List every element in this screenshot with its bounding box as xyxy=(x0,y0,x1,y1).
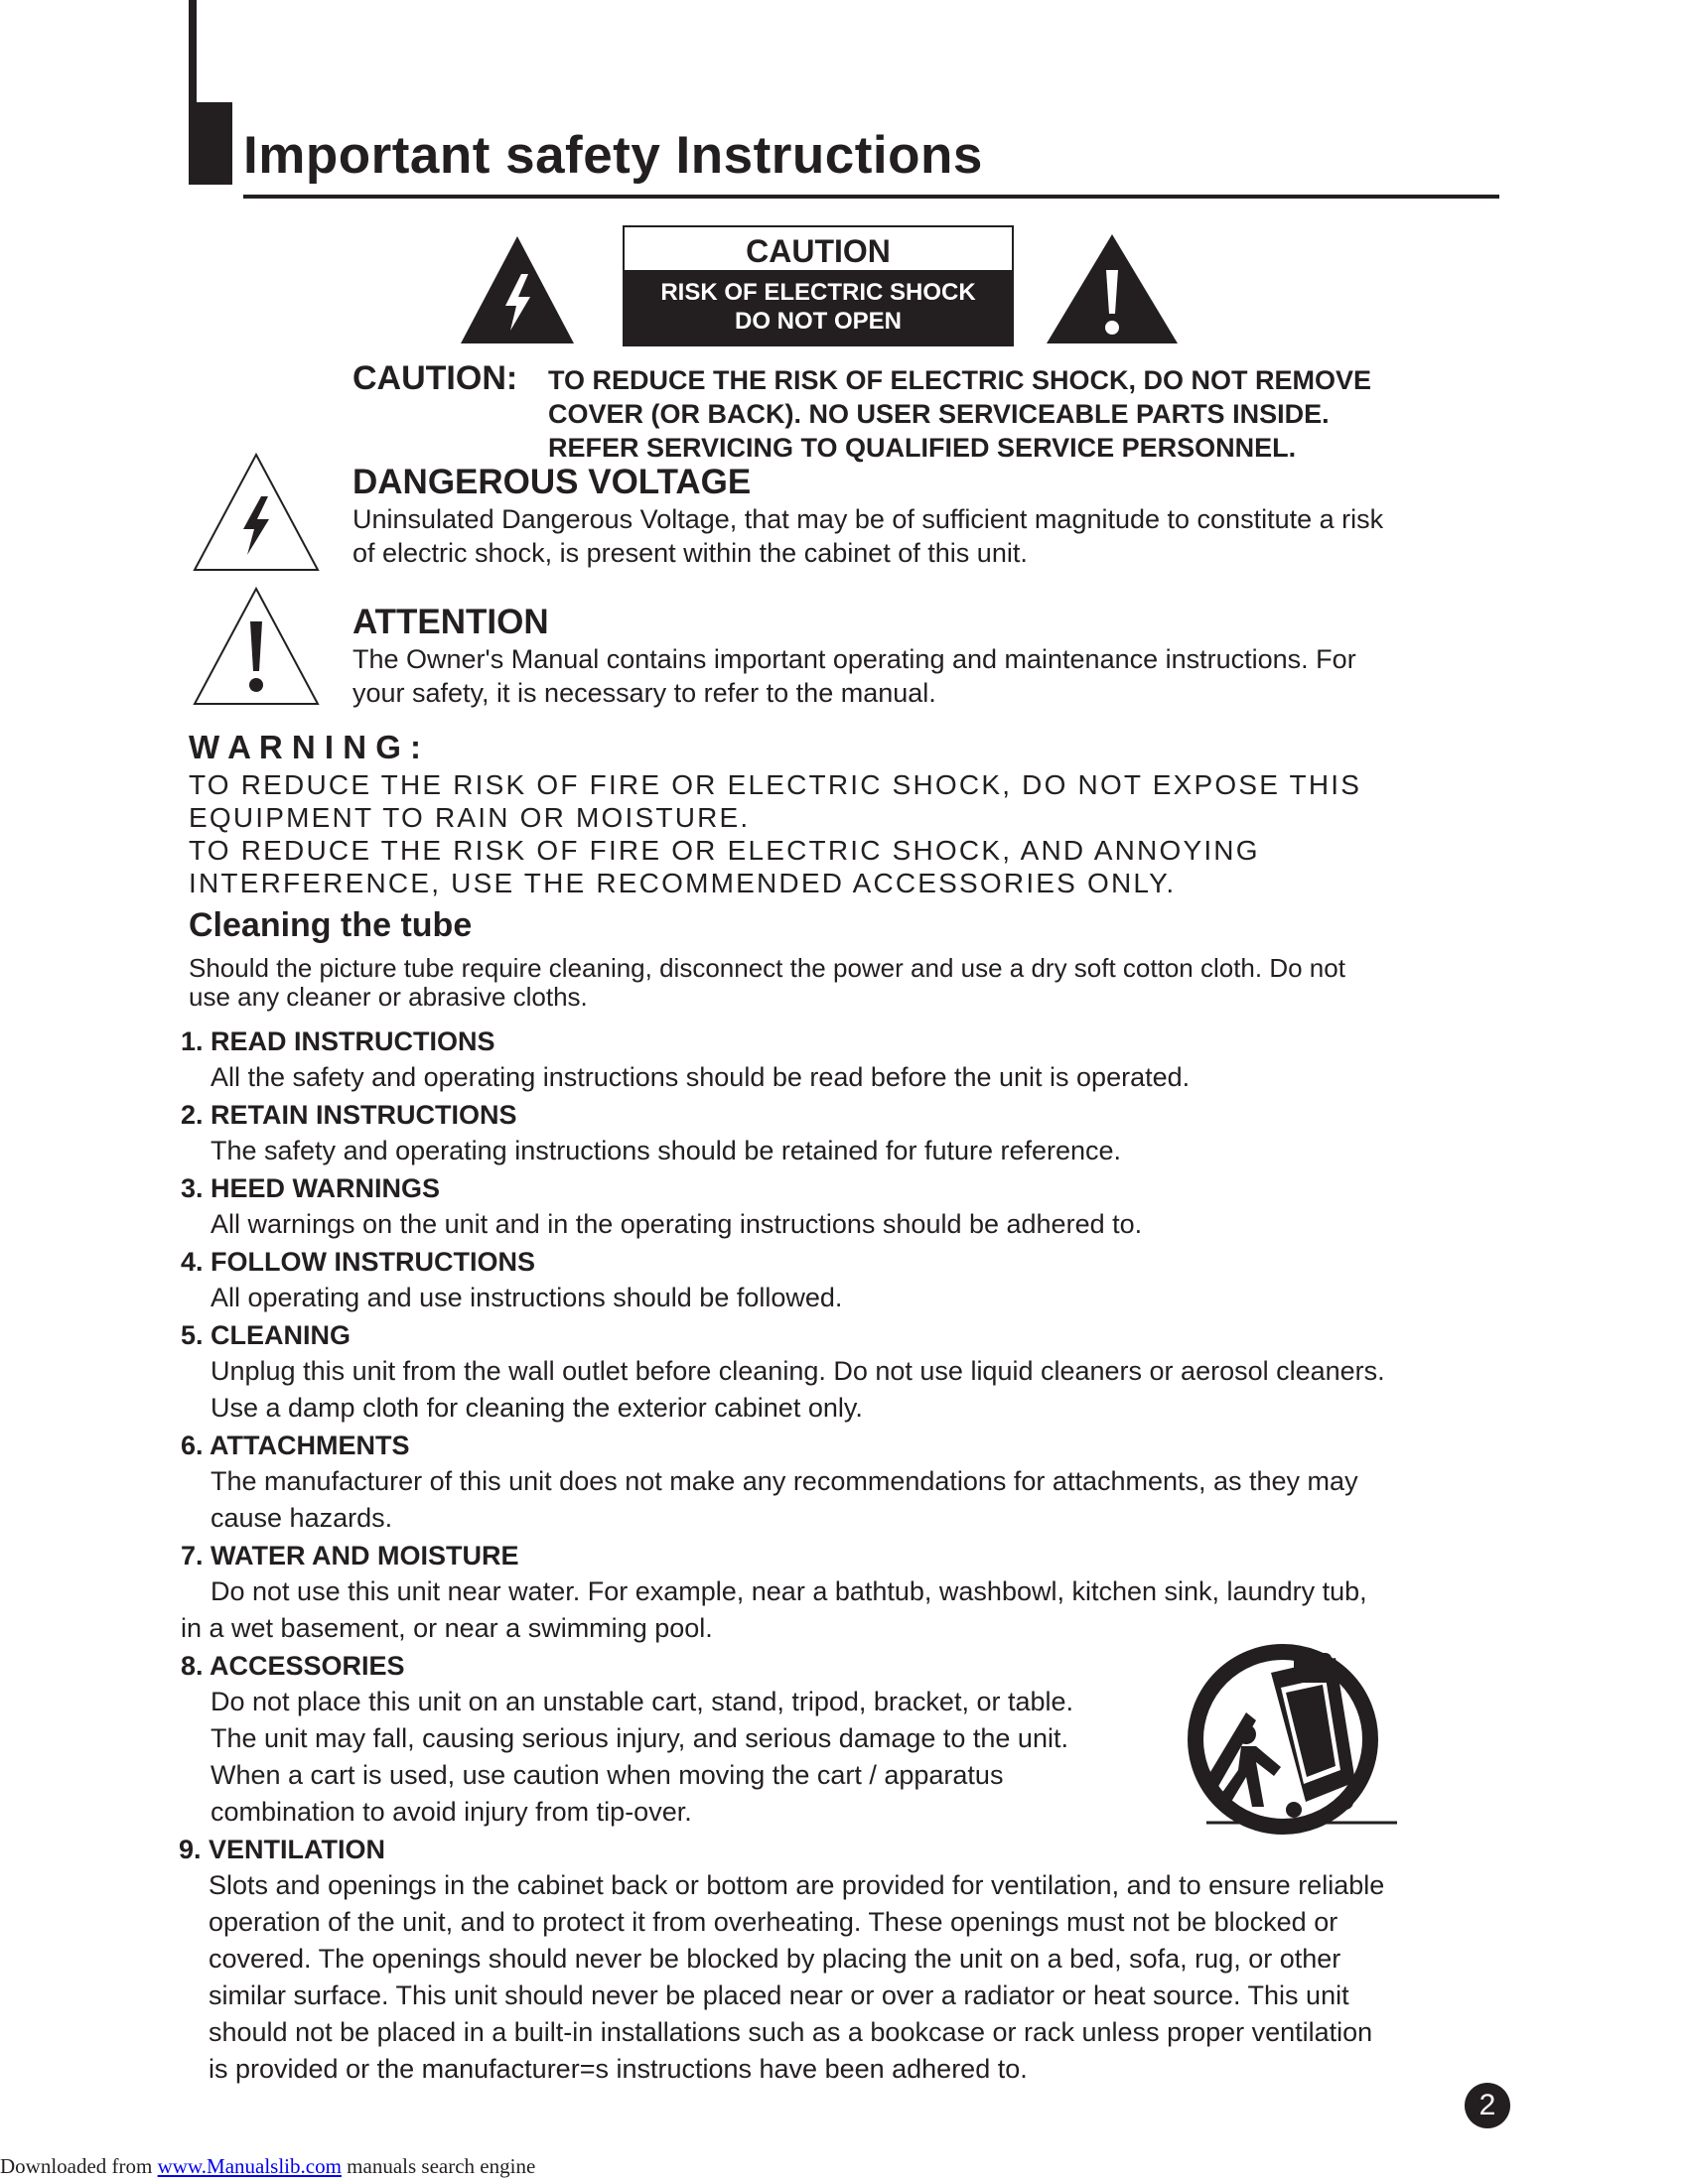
text-line: Slots and openings in the cabinet back or bottom are provided for ventilation, and to ensure reliable xyxy=(209,1870,1385,1900)
warning-heading: W A R N I N G : xyxy=(189,729,422,765)
page-title: Important safety Instructions xyxy=(243,126,983,185)
attention-heading: ATTENTION xyxy=(352,603,549,641)
item-text: All the safety and operating instructions should be read before the unit is operated. xyxy=(211,1062,1191,1092)
item-text xyxy=(209,1867,1384,2088)
lightning-triangle-icon xyxy=(459,234,576,345)
footer-prefix: Downloaded from xyxy=(0,2154,158,2178)
text-line: combination to avoid injury from tip-over. xyxy=(211,1797,692,1827)
caution-text xyxy=(548,363,1371,465)
item-title: 4. FOLLOW INSTRUCTIONS xyxy=(181,1247,535,1277)
item-text xyxy=(211,1684,1073,1831)
dangerous-voltage-heading: DANGEROUS VOLTAGE xyxy=(352,463,752,501)
item-text xyxy=(211,1463,1358,1537)
header-block xyxy=(189,102,232,185)
caution-line: REFER SERVICING TO QUALIFIED SERVICE PERSONNEL. xyxy=(548,433,1297,463)
lightning-triangle-outline-icon xyxy=(192,452,321,573)
caution-label-box xyxy=(623,225,1014,346)
caution-label-line1: RISK OF ELECTRIC SHOCK xyxy=(660,279,976,306)
exclamation-triangle-outline-icon xyxy=(192,586,321,707)
text-line: your safety, it is necessary to refer to the manual. xyxy=(352,678,936,708)
item-title: 2. RETAIN INSTRUCTIONS xyxy=(181,1100,517,1130)
text-line: similar surface. This unit should never be placed near or over a radiator or heat source. This unit xyxy=(209,1980,1349,2010)
text-line: The manufacturer of this unit does not make any recommendations for attachments, as they may xyxy=(211,1466,1358,1496)
caution-label: CAUTION: xyxy=(352,359,518,397)
warning-text xyxy=(189,768,1361,899)
footer xyxy=(0,2154,535,2179)
text-line: Uninsulated Dangerous Voltage, that may be of sufficient magnitude to constitute a risk xyxy=(352,504,1384,534)
item-text: The safety and operating instructions should be retained for future reference. xyxy=(211,1136,1122,1165)
warning-line: TO REDUCE THE RISK OF FIRE OR ELECTRIC SHOCK, AND ANNOYING xyxy=(189,835,1260,866)
item-text: in a wet basement, or near a swimming pool. xyxy=(181,1613,713,1643)
manualslib-link[interactable]: www.Manualslib.com xyxy=(157,2154,342,2178)
text-line: of electric shock, is present within the cabinet of this unit. xyxy=(352,538,1028,568)
caution-label-band xyxy=(625,270,1012,344)
item-text xyxy=(211,1353,1385,1427)
item-title: 1. READ INSTRUCTIONS xyxy=(181,1026,495,1056)
item-title: 3. HEED WARNINGS xyxy=(181,1173,441,1203)
caution-line: TO REDUCE THE RISK OF ELECTRIC SHOCK, DO NOT REMOVE xyxy=(548,365,1372,395)
item-text: All operating and use instructions should be followed. xyxy=(211,1283,843,1312)
cleaning-tube-text xyxy=(189,954,1345,1012)
text-line: Do not place this unit on an unstable cart, stand, tripod, bracket, or table. xyxy=(211,1687,1074,1716)
item-text: Do not use this unit near water. For example, near a bathtub, washbowl, kitchen sink, laundry tub, xyxy=(211,1576,1367,1606)
item-title: 7. WATER AND MOISTURE xyxy=(181,1541,519,1570)
page-number: 2 xyxy=(1465,2083,1510,2128)
footer-suffix: manuals search engine xyxy=(341,2154,536,2178)
item-title: 8. ACCESSORIES xyxy=(181,1651,405,1681)
text-line: is provided or the manufacturer=s instructions have been adhered to. xyxy=(209,2054,1028,2084)
warning-line: TO REDUCE THE RISK OF FIRE OR ELECTRIC SHOCK, DO NOT EXPOSE THIS xyxy=(189,769,1362,800)
text-line: cause hazards. xyxy=(211,1503,393,1533)
attention-text xyxy=(352,642,1356,710)
item-title: 6. ATTACHMENTS xyxy=(181,1431,410,1460)
text-line: The Owner's Manual contains important operating and maintenance instructions. For xyxy=(352,644,1356,674)
title-rule xyxy=(243,195,1499,199)
item-title: 9. VENTILATION xyxy=(179,1835,386,1864)
text-line: When a cart is used, use caution when moving the cart / apparatus xyxy=(211,1760,1004,1790)
text-line: covered. The openings should never be blocked by placing the unit on a bed, sofa, rug, or other xyxy=(209,1944,1341,1974)
text-line: operation of the unit, and to protect it from overheating. These openings must not be blocked or xyxy=(209,1907,1338,1937)
text-line: Should the picture tube require cleaning, disconnect the power and use a dry soft cotton cloth. Do not xyxy=(189,953,1345,983)
caution-label-heading: CAUTION xyxy=(746,233,891,269)
warning-line: EQUIPMENT TO RAIN OR MOISTURE. xyxy=(189,802,751,833)
dangerous-voltage-text xyxy=(352,502,1383,570)
item-text: All warnings on the unit and in the operating instructions should be adhered to. xyxy=(211,1209,1143,1239)
text-line: Use a damp cloth for cleaning the exterior cabinet only. xyxy=(211,1393,863,1423)
caution-label-line2: DO NOT OPEN xyxy=(734,308,902,335)
text-line: should not be placed in a built-in installations such as a bookcase or rack unless proper ventilation xyxy=(209,2017,1373,2047)
warning-line: INTERFERENCE, USE THE RECOMMENDED ACCESSORIES ONLY. xyxy=(189,868,1177,898)
exclamation-triangle-icon xyxy=(1045,232,1180,345)
text-line: Unplug this unit from the wall outlet before cleaning. Do not use liquid cleaners or aerosol cleaners. xyxy=(211,1356,1385,1386)
item-title: 5. CLEANING xyxy=(181,1320,352,1350)
text-line: The unit may fall, causing serious injury, and serious damage to the unit. xyxy=(211,1723,1068,1753)
cart-tipover-icon xyxy=(1187,1643,1400,1842)
cleaning-tube-heading: Cleaning the tube xyxy=(189,906,473,944)
caution-line: COVER (OR BACK). NO USER SERVICEABLE PARTS INSIDE. xyxy=(548,399,1330,429)
text-line: use any cleaner or abrasive cloths. xyxy=(189,982,588,1012)
